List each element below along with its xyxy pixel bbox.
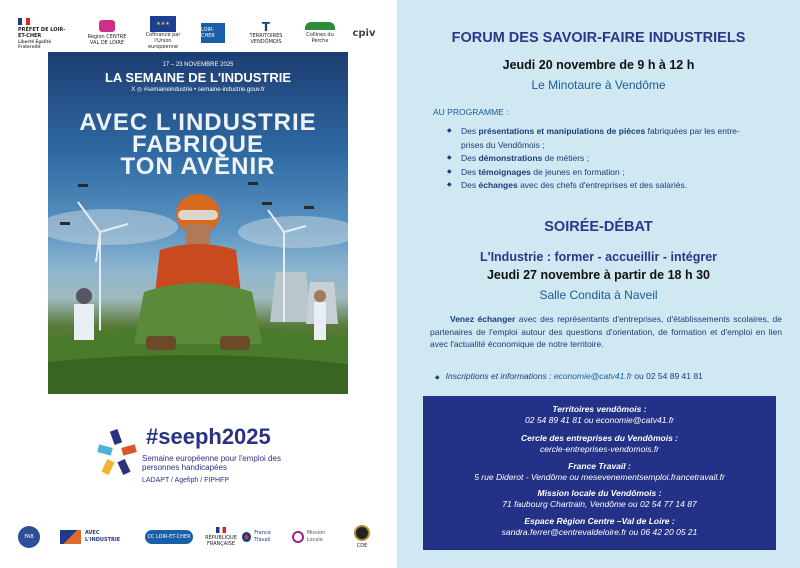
soiree-title: SOIRÉE-DÉBAT — [544, 219, 653, 235]
event-details-column — [397, 0, 800, 568]
avec-industrie-logo — [60, 522, 134, 552]
eu-flag-icon: ★★★ — [150, 16, 176, 32]
contact-name: Mission locale du Vendômois : — [537, 488, 662, 498]
seeph-organizers: LADAPT / Agefiph / FIPHFP — [142, 477, 230, 484]
contact-details: 5 rue Diderot - Vendôme ou mesevenementsemploi.francetravail.fr — [474, 472, 725, 482]
republique-logo-text: RÉPUBLIQUE FRANÇAISE — [205, 535, 237, 547]
programme-item: ◆ Des démonstrations de métiers ; — [447, 152, 787, 166]
contact-name: France Travail : — [568, 461, 631, 471]
contact-block — [423, 516, 776, 538]
forum-place: Le Minotaure à Vendôme — [531, 78, 666, 92]
poster-tagline: X ◎ #semaineindustrie • semaine-industrie.gouv.fr — [131, 87, 265, 93]
mission-locale-text: Mission Locale — [306, 530, 326, 543]
bullet-icon: ◆ — [435, 375, 440, 381]
contact-details: cercle-entreprises-vendomois.fr — [539, 444, 660, 454]
contact-block — [423, 404, 776, 426]
programme-list — [447, 125, 787, 193]
soiree-date: Jeudi 27 novembre à partir de 18 h 30 — [486, 268, 710, 282]
eu-logo-text: Cofinancé par l'Union européenne — [145, 32, 181, 50]
avec-industrie-text: AVEC L'INDUSTRIE — [85, 530, 121, 543]
avec-industrie-mark-icon — [60, 530, 81, 544]
programme-item: ◆ Des témoignages de jeunes en formation ; — [447, 166, 787, 180]
inscriptions-line — [435, 371, 703, 381]
poster-slogan — [48, 109, 348, 180]
programme-label: AU PROGRAMME : — [433, 107, 509, 117]
soiree-description: Venez échanger avec des représentants d'entreprises, d'établissements scolaires, de partenaires de l'emploi autour des questions d'orientation, de formation et d'emploi en lien avec l'actualité économique de notre territoire. — [430, 314, 782, 349]
region-logo-text: Région CENTRE VAL DE LOIRE — [87, 34, 127, 46]
forum-date: Jeudi 20 novembre de 9 h à 12 h — [502, 58, 695, 72]
slogan-line-1: AVEC L'INDUSTRIE — [79, 109, 317, 136]
cooling-tower-icon — [270, 272, 312, 322]
poster-column — [0, 0, 397, 568]
eu-logo — [140, 16, 186, 50]
poster-title: LA SEMAINE DE L'INDUSTRIE — [104, 70, 292, 85]
cde-logo-text: CDE — [356, 543, 368, 549]
cpiv-logo-text: cpiv — [352, 27, 376, 39]
collines-logo-text: Collines du Perche — [306, 32, 334, 44]
france-travail-text: France Travail — [254, 530, 271, 543]
contact-block — [423, 433, 776, 455]
cpiv-logo — [348, 16, 380, 50]
poster-dates: 17 – 23 NOVEMBRE 2025 — [162, 62, 234, 68]
territoires-logo — [244, 16, 288, 50]
cc-logo — [198, 16, 228, 50]
mission-locale-mark-icon — [292, 531, 304, 543]
partner-logos-top — [18, 16, 380, 50]
marianne-flag-icon — [18, 18, 30, 25]
contact-details: 02 54 89 41 81 ou economie@catv41.fr — [525, 415, 674, 425]
forum-title: FORUM DES SAVOIR-FAIRE INDUSTRIELS — [451, 30, 746, 46]
contacts-box — [423, 396, 776, 550]
soiree-theme: L'Industrie : former - accueillir - intégrer — [479, 250, 718, 264]
prefet-motto: Liberté Égalité Fraternité — [18, 38, 52, 49]
inscriptions-email-link[interactable]: economie@catv41.fr — [553, 371, 632, 381]
republique-logo — [206, 522, 236, 552]
worker-icon — [314, 302, 326, 340]
territoires-mark-icon: T — [261, 20, 271, 34]
soiree-place: Salle Condita à Naveil — [539, 288, 658, 302]
programme-item: ◆ Des échanges avec des chefs d'entreprises et des salariés. — [447, 179, 787, 193]
france-travail-mark-icon — [242, 532, 251, 542]
france-travail-logo — [242, 522, 286, 552]
republique-flag-icon — [216, 527, 226, 533]
collines-logo — [300, 16, 340, 50]
contact-name: Territoires vendômois : — [552, 404, 647, 414]
programme-item: ◆ Des présentations et manipulations de pièces fabriquées par les entre- prises du Vendômois ; — [447, 125, 787, 152]
slogan-line-2: FABRIQUE — [131, 131, 264, 158]
poster-illustration — [48, 52, 348, 394]
contact-name: Cercle des entreprises du Vendômois : — [521, 433, 678, 443]
cde-logo — [350, 522, 374, 552]
contact-block — [423, 461, 776, 483]
cc-loir-et-cher-badge: CC LOIR-ET-CHER — [145, 530, 193, 544]
inscriptions-label: Inscriptions et informations : — [445, 371, 552, 381]
prefet-logo-text: PRÉFET DE LOIR-ET-CHER — [18, 26, 66, 39]
welder-icon — [74, 304, 94, 340]
seeph-subtitle: Semaine européenne pour l'emploi des personnes handicapées — [142, 454, 281, 472]
prefet-logo — [18, 16, 72, 50]
partner-logos-bottom — [16, 522, 386, 554]
cde-seal-icon — [354, 525, 370, 541]
seeph-banner — [80, 414, 324, 494]
mission-locale-logo — [292, 522, 342, 552]
slogan-line-3: TON AVENIR — [120, 153, 276, 180]
seeph-logo-icon — [94, 428, 140, 478]
region-logo — [86, 16, 128, 50]
hills-icon — [305, 22, 335, 30]
inscriptions-phone: ou 02 54 89 41 81 — [631, 371, 703, 381]
territoires-logo-text: TERRITOIRES VENDÔMOIS — [249, 33, 283, 45]
seeph-hashtag: #seeph2025 — [146, 424, 271, 449]
region-mark-icon — [99, 20, 115, 32]
contact-details: 71 faubourg Chartrain, Vendôme ou 02 54 77 14 87 — [502, 499, 697, 509]
fab-logo — [16, 522, 42, 552]
cc-logo-box: LOIR-CHER — [201, 23, 225, 43]
fab-logo-badge: FAB — [18, 526, 40, 548]
contact-details: sandra.ferrer@centrevaldeloire.fr ou 06 42 20 05 21 — [501, 527, 698, 537]
contact-name: Espace Région Centre –Val de Loire : — [524, 516, 675, 526]
semaine-industrie-poster — [48, 52, 348, 394]
cc-loir-et-cher-logo — [144, 522, 194, 552]
contact-block — [423, 488, 776, 510]
